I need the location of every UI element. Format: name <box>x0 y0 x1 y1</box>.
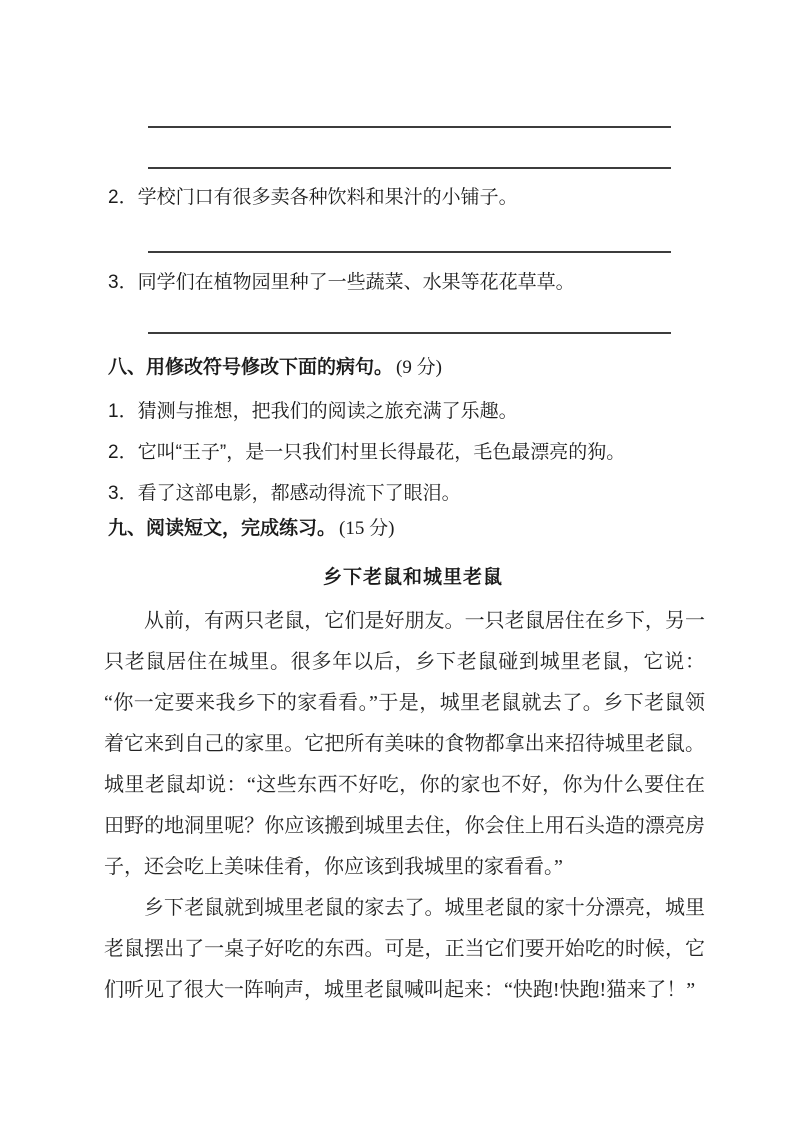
section-nine-title: 九、阅读短文，完成练习。 <box>108 518 337 539</box>
passage-paragraph-1: 从前，有两只老鼠，它们是好朋友。一只老鼠居住在乡下，另一只老鼠居住在城里。很多年以后，乡下老鼠碰到城里老鼠，它说：“你一定要来我乡下的家看看。”于是，城里老鼠就去了。乡下老鼠领着它来到自己的家里。它把所有美味的食物都拿出来招待城里老鼠。城里老鼠却说：“这些东西不好吃，你的家也不好，你为什么要住在田野的地洞里呢？你应该搬到城里去住，你会住上用石头造的漂亮房子，还会吃上美味佳肴，你应该到我城里的家看看。” <box>104 610 705 878</box>
sick-sentence-1: 1．猜测与推想，把我们的阅读之旅充满了乐趣。 <box>108 401 518 422</box>
section-heading-eight <box>108 356 442 380</box>
section-eight-title: 八、用修改符号修改下面的病句。 <box>108 357 394 378</box>
passage-title: 乡下老鼠和城里老鼠 <box>322 567 503 588</box>
sentence-to-rewrite-3: 3．同学们在植物园里种了一些蔬菜、水果等花花草草。 <box>108 272 575 293</box>
reading-passage <box>104 601 705 1011</box>
sick-sentence-3: 3．看了这部电影，都感动得流下了眼泪。 <box>108 483 461 504</box>
answer-line-3 <box>148 251 671 253</box>
section-heading-nine <box>108 517 394 541</box>
sick-sentence-2: 2．它叫“王子”，是一只我们村里长得最花，毛色最漂亮的狗。 <box>108 442 626 463</box>
passage-paragraph-2: 乡下老鼠就到城里老鼠的家去了。城里老鼠的家十分漂亮，城里老鼠摆出了一桌子好吃的东西。可是，正当它们要开始吃的时候，它们听见了很大一阵响声，城里老鼠喊叫起来：“快跑!快跑!猫来了！” <box>104 897 705 1001</box>
answer-line-4 <box>148 332 671 334</box>
answer-line-1 <box>148 126 671 128</box>
section-eight-score: (9 分) <box>396 357 442 378</box>
answer-line-2 <box>148 167 671 169</box>
sentence-to-rewrite-2: 2．学校门口有很多卖各种饮料和果汁的小铺子。 <box>108 187 518 208</box>
section-nine-score: (15 分) <box>339 518 395 539</box>
